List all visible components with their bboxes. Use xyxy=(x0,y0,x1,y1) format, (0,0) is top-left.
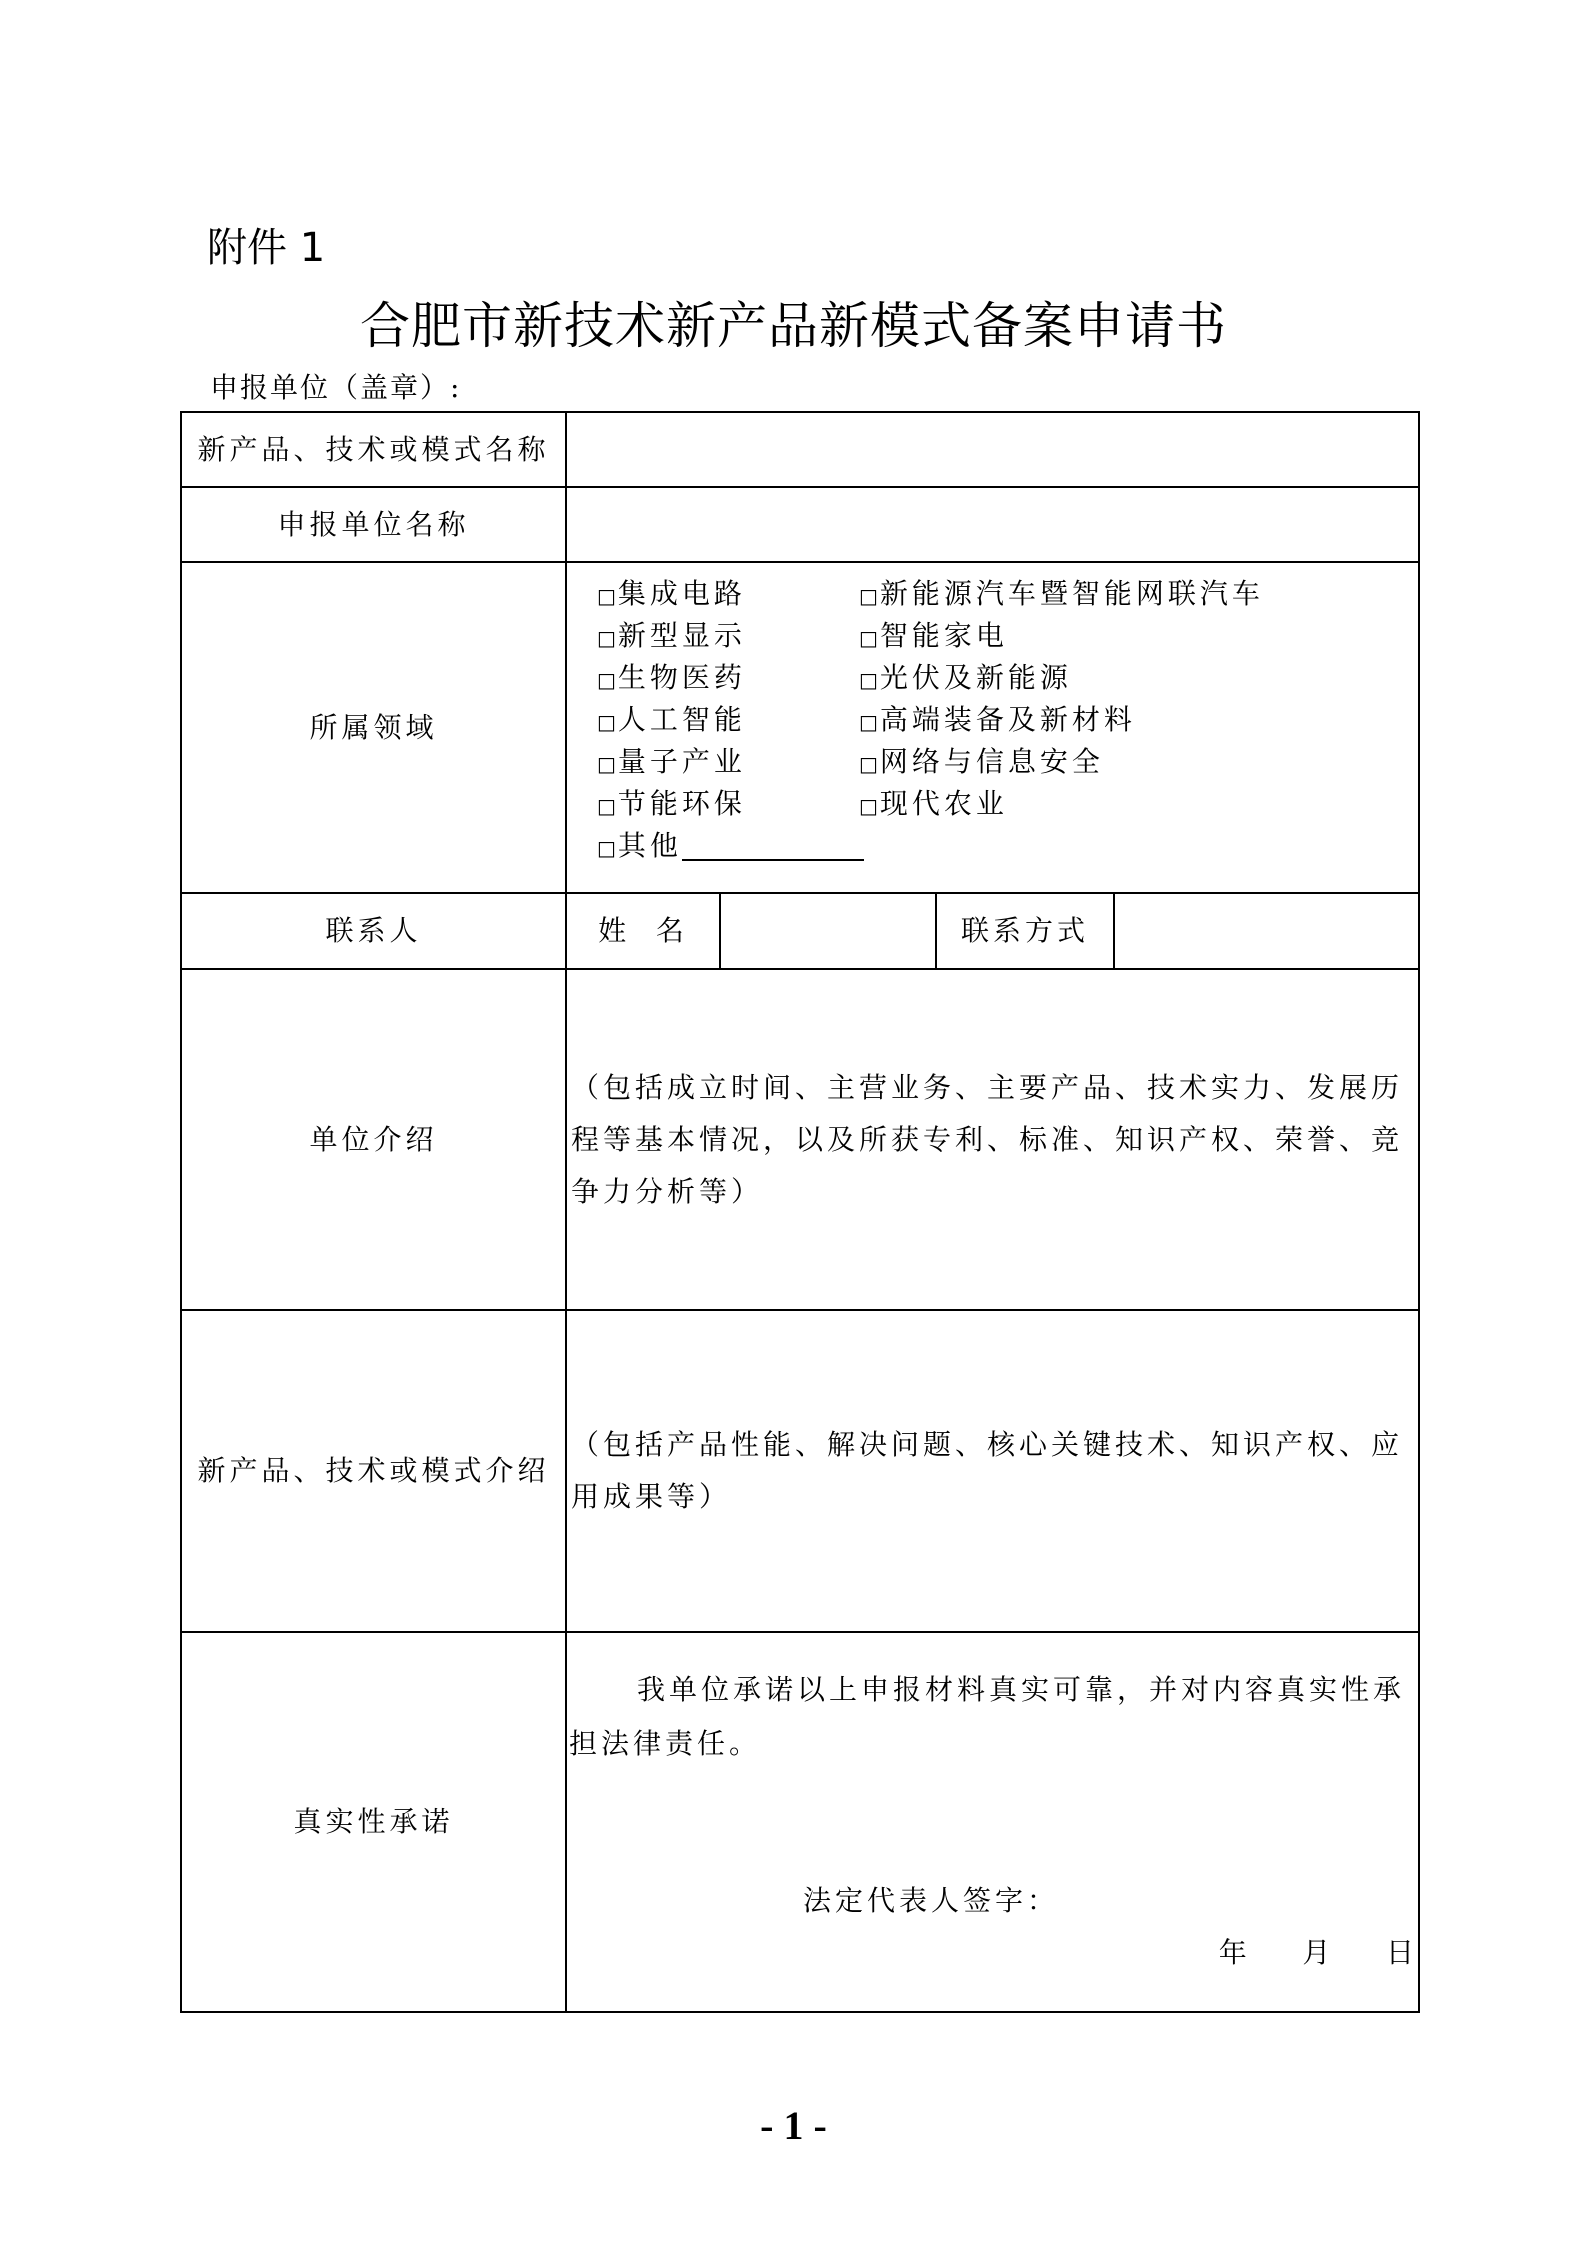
applicant-label: 申报单位（盖章）: xyxy=(210,371,462,404)
pledge-cell xyxy=(566,1632,1419,2012)
domain-option-label: 智能家电 xyxy=(879,619,1008,652)
domain-option-integrated-circuit[interactable] xyxy=(597,573,859,615)
checkbox-icon[interactable]: □ xyxy=(859,626,878,650)
domain-option-label: 生物医药 xyxy=(617,661,746,694)
domain-option-quantum[interactable] xyxy=(597,741,859,783)
pledge-label: 真实性承诺 xyxy=(181,1632,566,2012)
unit-intro-label: 单位介绍 xyxy=(181,969,566,1310)
application-form-table xyxy=(180,411,1420,2013)
checkbox-icon[interactable]: □ xyxy=(859,668,878,692)
domain-option-label: 网络与信息安全 xyxy=(879,745,1104,778)
domain-option-new-energy-vehicle[interactable] xyxy=(859,573,1279,615)
domain-option-label: 现代农业 xyxy=(879,787,1008,820)
domain-option-label: 新能源汽车暨智能网联汽车 xyxy=(879,577,1264,610)
attachment-label: 附件 1 xyxy=(207,225,326,271)
domain-option-label: 光伏及新能源 xyxy=(879,661,1072,694)
domain-option-label: 量子产业 xyxy=(617,745,746,778)
unit-name-field[interactable] xyxy=(566,487,1419,562)
unit-intro-hint: （包括成立时间、主营业务、主要产品、技术实力、发展历程等基本情况，以及所获专利、标准、知识产权、荣誉、竞争力分析等） xyxy=(571,1070,1404,1208)
product-name-field[interactable] xyxy=(566,412,1419,487)
checkbox-icon[interactable]: □ xyxy=(597,584,616,608)
checkbox-icon[interactable]: □ xyxy=(859,752,878,776)
unit-intro-field[interactable] xyxy=(566,969,1419,1310)
form-row-unit-name xyxy=(181,487,1419,562)
checkbox-icon[interactable]: □ xyxy=(597,836,616,860)
domain-option-label: 人工智能 xyxy=(617,703,746,736)
domain-option-ai[interactable] xyxy=(597,699,859,741)
pledge-content xyxy=(567,1633,1418,2009)
domain-option-other[interactable] xyxy=(597,825,859,867)
page-number: - 1 - xyxy=(760,2103,827,2148)
contact-name-field[interactable] xyxy=(720,893,936,969)
form-row-pledge xyxy=(181,1632,1419,2012)
product-intro-hint: （包括产品性能、解决问题、核心关键技术、知识产权、应用成果等） xyxy=(571,1428,1404,1513)
pledge-statement: 我单位承诺以上申报材料真实可靠，并对内容真实性承担法律责任。 xyxy=(569,1673,1406,1760)
domain-options xyxy=(566,562,1419,893)
other-fill-in-line[interactable] xyxy=(682,859,864,861)
unit-name-label: 申报单位名称 xyxy=(181,487,566,562)
domain-option-modern-agriculture[interactable] xyxy=(859,783,1279,825)
checkbox-icon[interactable]: □ xyxy=(597,794,616,818)
checkbox-icon[interactable]: □ xyxy=(859,584,878,608)
checkbox-icon[interactable]: □ xyxy=(597,710,616,734)
form-row-product-name xyxy=(181,412,1419,487)
domain-option-energy-saving[interactable] xyxy=(597,783,859,825)
domain-option-label: 其他 xyxy=(617,829,682,862)
contact-method-label: 联系方式 xyxy=(936,893,1114,969)
legal-rep-signature-label[interactable]: 法定代表人签字： xyxy=(803,1884,1060,1917)
domain-option-new-display[interactable] xyxy=(597,615,859,657)
domain-option-photovoltaic[interactable] xyxy=(859,657,1279,699)
domain-option-label: 新型显示 xyxy=(617,619,746,652)
domain-checkbox-grid xyxy=(597,563,1418,867)
domain-option-label: 节能环保 xyxy=(617,787,746,820)
product-name-label: 新产品、技术或模式名称 xyxy=(181,412,566,487)
pledge-date-label[interactable]: 年 月 日 xyxy=(1218,1936,1418,1969)
form-row-contact xyxy=(181,893,1419,969)
contact-method-field[interactable] xyxy=(1114,893,1419,969)
form-row-domain xyxy=(181,562,1419,893)
checkbox-icon[interactable]: □ xyxy=(859,794,878,818)
domain-option-high-end-equipment[interactable] xyxy=(859,699,1279,741)
domain-option-biomedicine[interactable] xyxy=(597,657,859,699)
domain-option-cybersecurity[interactable] xyxy=(859,741,1279,783)
checkbox-icon[interactable]: □ xyxy=(597,626,616,650)
domain-option-label: 集成电路 xyxy=(617,577,746,610)
product-intro-label: 新产品、技术或模式介绍 xyxy=(181,1310,566,1632)
domain-option-label: 高端装备及新材料 xyxy=(879,703,1136,736)
contact-name-label: 姓 名 xyxy=(566,893,720,969)
domain-option-smart-appliance[interactable] xyxy=(859,615,1279,657)
page-title: 合肥市新技术新产品新模式备案申请书 xyxy=(360,297,1227,355)
checkbox-icon[interactable]: □ xyxy=(597,752,616,776)
checkbox-icon[interactable]: □ xyxy=(597,668,616,692)
product-intro-field[interactable] xyxy=(566,1310,1419,1632)
checkbox-icon[interactable]: □ xyxy=(859,710,878,734)
contact-label: 联系人 xyxy=(181,893,566,969)
form-row-unit-intro xyxy=(181,969,1419,1310)
form-row-product-intro xyxy=(181,1310,1419,1632)
domain-label: 所属领域 xyxy=(181,562,566,893)
